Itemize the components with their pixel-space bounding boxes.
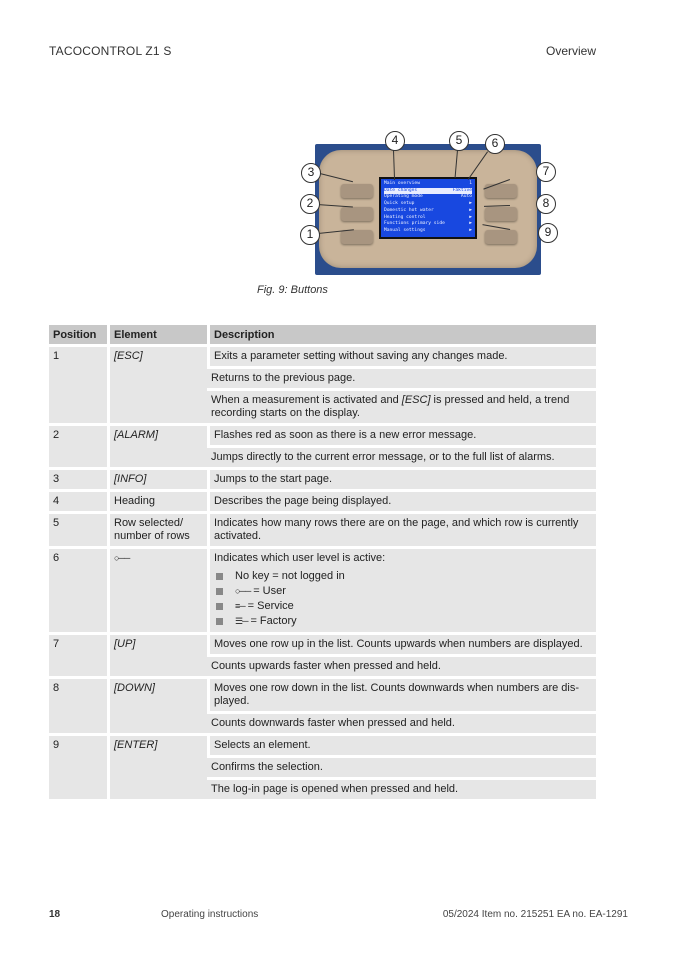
cell-description: Selects an element. (207, 733, 596, 755)
callout-7: 7 (536, 162, 556, 182)
table-row (49, 546, 596, 632)
footer-page-number: 18 (49, 909, 61, 920)
enter-button (485, 230, 517, 244)
table-row (49, 344, 596, 366)
screen-row-label: Operating mode (384, 194, 423, 200)
cell-description: Returns to the previous page. (207, 366, 596, 388)
screen-row-label: Functions primary side (384, 221, 445, 227)
desc-text: When a measurement is activated and (211, 394, 402, 406)
bullet-text: = User (253, 585, 286, 597)
screen-row (384, 208, 472, 215)
screen-row-value: Faktive (452, 187, 472, 193)
table-row (49, 733, 596, 755)
cell-position: 1 (49, 344, 107, 423)
table-row (49, 423, 596, 445)
cell-description: Describes the page being displayed. (207, 489, 596, 511)
callout-9: 9 (538, 223, 558, 243)
user-key-icon: ○── (235, 586, 251, 596)
callout-8: 8 (536, 194, 556, 214)
cell-element: Heading (107, 489, 207, 511)
cell-description: The log-in page is opened when pressed and held. (207, 777, 596, 799)
cell-description: Jumps directly to the current error message, or to the full list of alarms. (207, 445, 596, 467)
screen-row-label: Manual settings (384, 227, 426, 233)
screen-row-label: Heating control (384, 214, 426, 220)
bullet-item (214, 584, 592, 599)
footer-item-number: 05/2024 Item no. 215251 EA no. EA-1291 (442, 909, 628, 920)
bullet-text: = Service (247, 600, 294, 612)
cell-element: [UP] (107, 632, 207, 676)
callout-3: 3 (301, 163, 321, 183)
screen-row (384, 221, 472, 228)
cell-position: 4 (49, 489, 107, 511)
factory-key-icon: ☰─ (235, 616, 248, 626)
desc-text: Indicates which user level is active: (214, 552, 386, 564)
screen-row-label: Main overview (384, 181, 420, 186)
esc-button (341, 230, 373, 244)
screen-row-value: ▶ (469, 201, 472, 207)
cell-position: 6 (49, 546, 107, 632)
header-element: Element (107, 325, 207, 344)
screen-row-label: Quick setup (384, 201, 415, 207)
callout-4: 4 (385, 131, 405, 151)
bullet-text: = Factory (250, 615, 297, 627)
screen-row-label: Date changes (384, 187, 418, 193)
screen-row-value: Auto (460, 194, 472, 200)
screen-row-value: ▶ (469, 221, 472, 227)
callout-5: 5 (449, 131, 469, 151)
cell-position: 3 (49, 467, 107, 489)
cell-position: 2 (49, 423, 107, 467)
service-key-icon: ≡─ (235, 601, 245, 611)
callout-6: 6 (485, 134, 505, 154)
cell-element: [DOWN] (107, 676, 207, 733)
cell-element: [ESC] (107, 344, 207, 423)
controller-photo (315, 144, 541, 275)
screen-row (384, 201, 472, 208)
cell-description: Exits a parameter setting without saving any changes made. (207, 344, 596, 366)
screen-row-value: 1 (469, 181, 472, 186)
cell-element: [INFO] (107, 467, 207, 489)
table-row (49, 632, 596, 654)
screen-row-label: Domestic hot water (384, 207, 434, 213)
header-section: Overview (545, 44, 596, 58)
bullet-item (214, 599, 592, 614)
cell-description: Counts upwards faster when pressed and held. (207, 654, 596, 676)
table-row (49, 511, 596, 546)
cell-position: 8 (49, 676, 107, 733)
cell-description: Flashes red as soon as there is a new error message. (207, 423, 596, 445)
key-icon: ○── (114, 553, 130, 563)
cell-position: 5 (49, 511, 107, 546)
bullet-square-icon (216, 573, 223, 580)
figure-caption: Fig. 9: Buttons (257, 284, 328, 296)
screen-row-value: ▶ (469, 207, 472, 213)
cell-description: Moves one row up in the list. Counts upwards when numbers are displayed. (207, 632, 596, 654)
screen-row-value: ▶ (469, 214, 472, 220)
table-row (49, 489, 596, 511)
bullet-square-icon (216, 603, 223, 610)
down-button (485, 207, 517, 221)
callout-1: 1 (300, 225, 320, 245)
bullet-square-icon (216, 588, 223, 595)
screen-row (384, 181, 472, 188)
cell-description: Moves one row down in the list. Counts downwards when numbers are dis-played. (207, 676, 596, 711)
buttons-table (49, 325, 596, 799)
controller-panel (319, 150, 537, 268)
cell-description (207, 388, 596, 423)
buttons-figure (300, 130, 560, 280)
cell-position: 9 (49, 733, 107, 799)
cell-element (107, 546, 207, 632)
cell-position: 7 (49, 632, 107, 676)
header-position: Position (49, 325, 107, 344)
bullet-item (214, 569, 592, 584)
cell-description: Indicates how many rows there are on the page, and which row is currently activated. (207, 511, 596, 546)
alarm-button (341, 207, 373, 221)
table-row (49, 676, 596, 711)
cell-description: Jumps to the start page. (207, 467, 596, 489)
display-screen (379, 177, 477, 239)
bullet-item (214, 614, 592, 629)
desc-text: is pressed and held, a trend recording starts on the display. (211, 394, 570, 419)
screen-row-value: ▶ (469, 227, 472, 233)
cell-description (207, 546, 596, 632)
cell-description: Counts downwards faster when pressed and held. (207, 711, 596, 733)
footer-doc-title: Operating instructions (161, 909, 259, 920)
header-description: Description (207, 325, 596, 344)
header-product: TACOCONTROL Z1 S (49, 44, 172, 58)
callout-2: 2 (300, 194, 320, 214)
screen-row (384, 228, 472, 235)
cell-description: Confirms the selection. (207, 755, 596, 777)
cell-element: Row selected/ number of rows (107, 511, 207, 546)
desc-esc: [ESC] (401, 394, 431, 406)
cell-element: [ALARM] (107, 423, 207, 467)
bullet-square-icon (216, 618, 223, 625)
cell-element: [ENTER] (107, 733, 207, 799)
bullet-text: No key = not logged in (235, 570, 345, 582)
info-button (341, 184, 373, 198)
table-row (49, 467, 596, 489)
